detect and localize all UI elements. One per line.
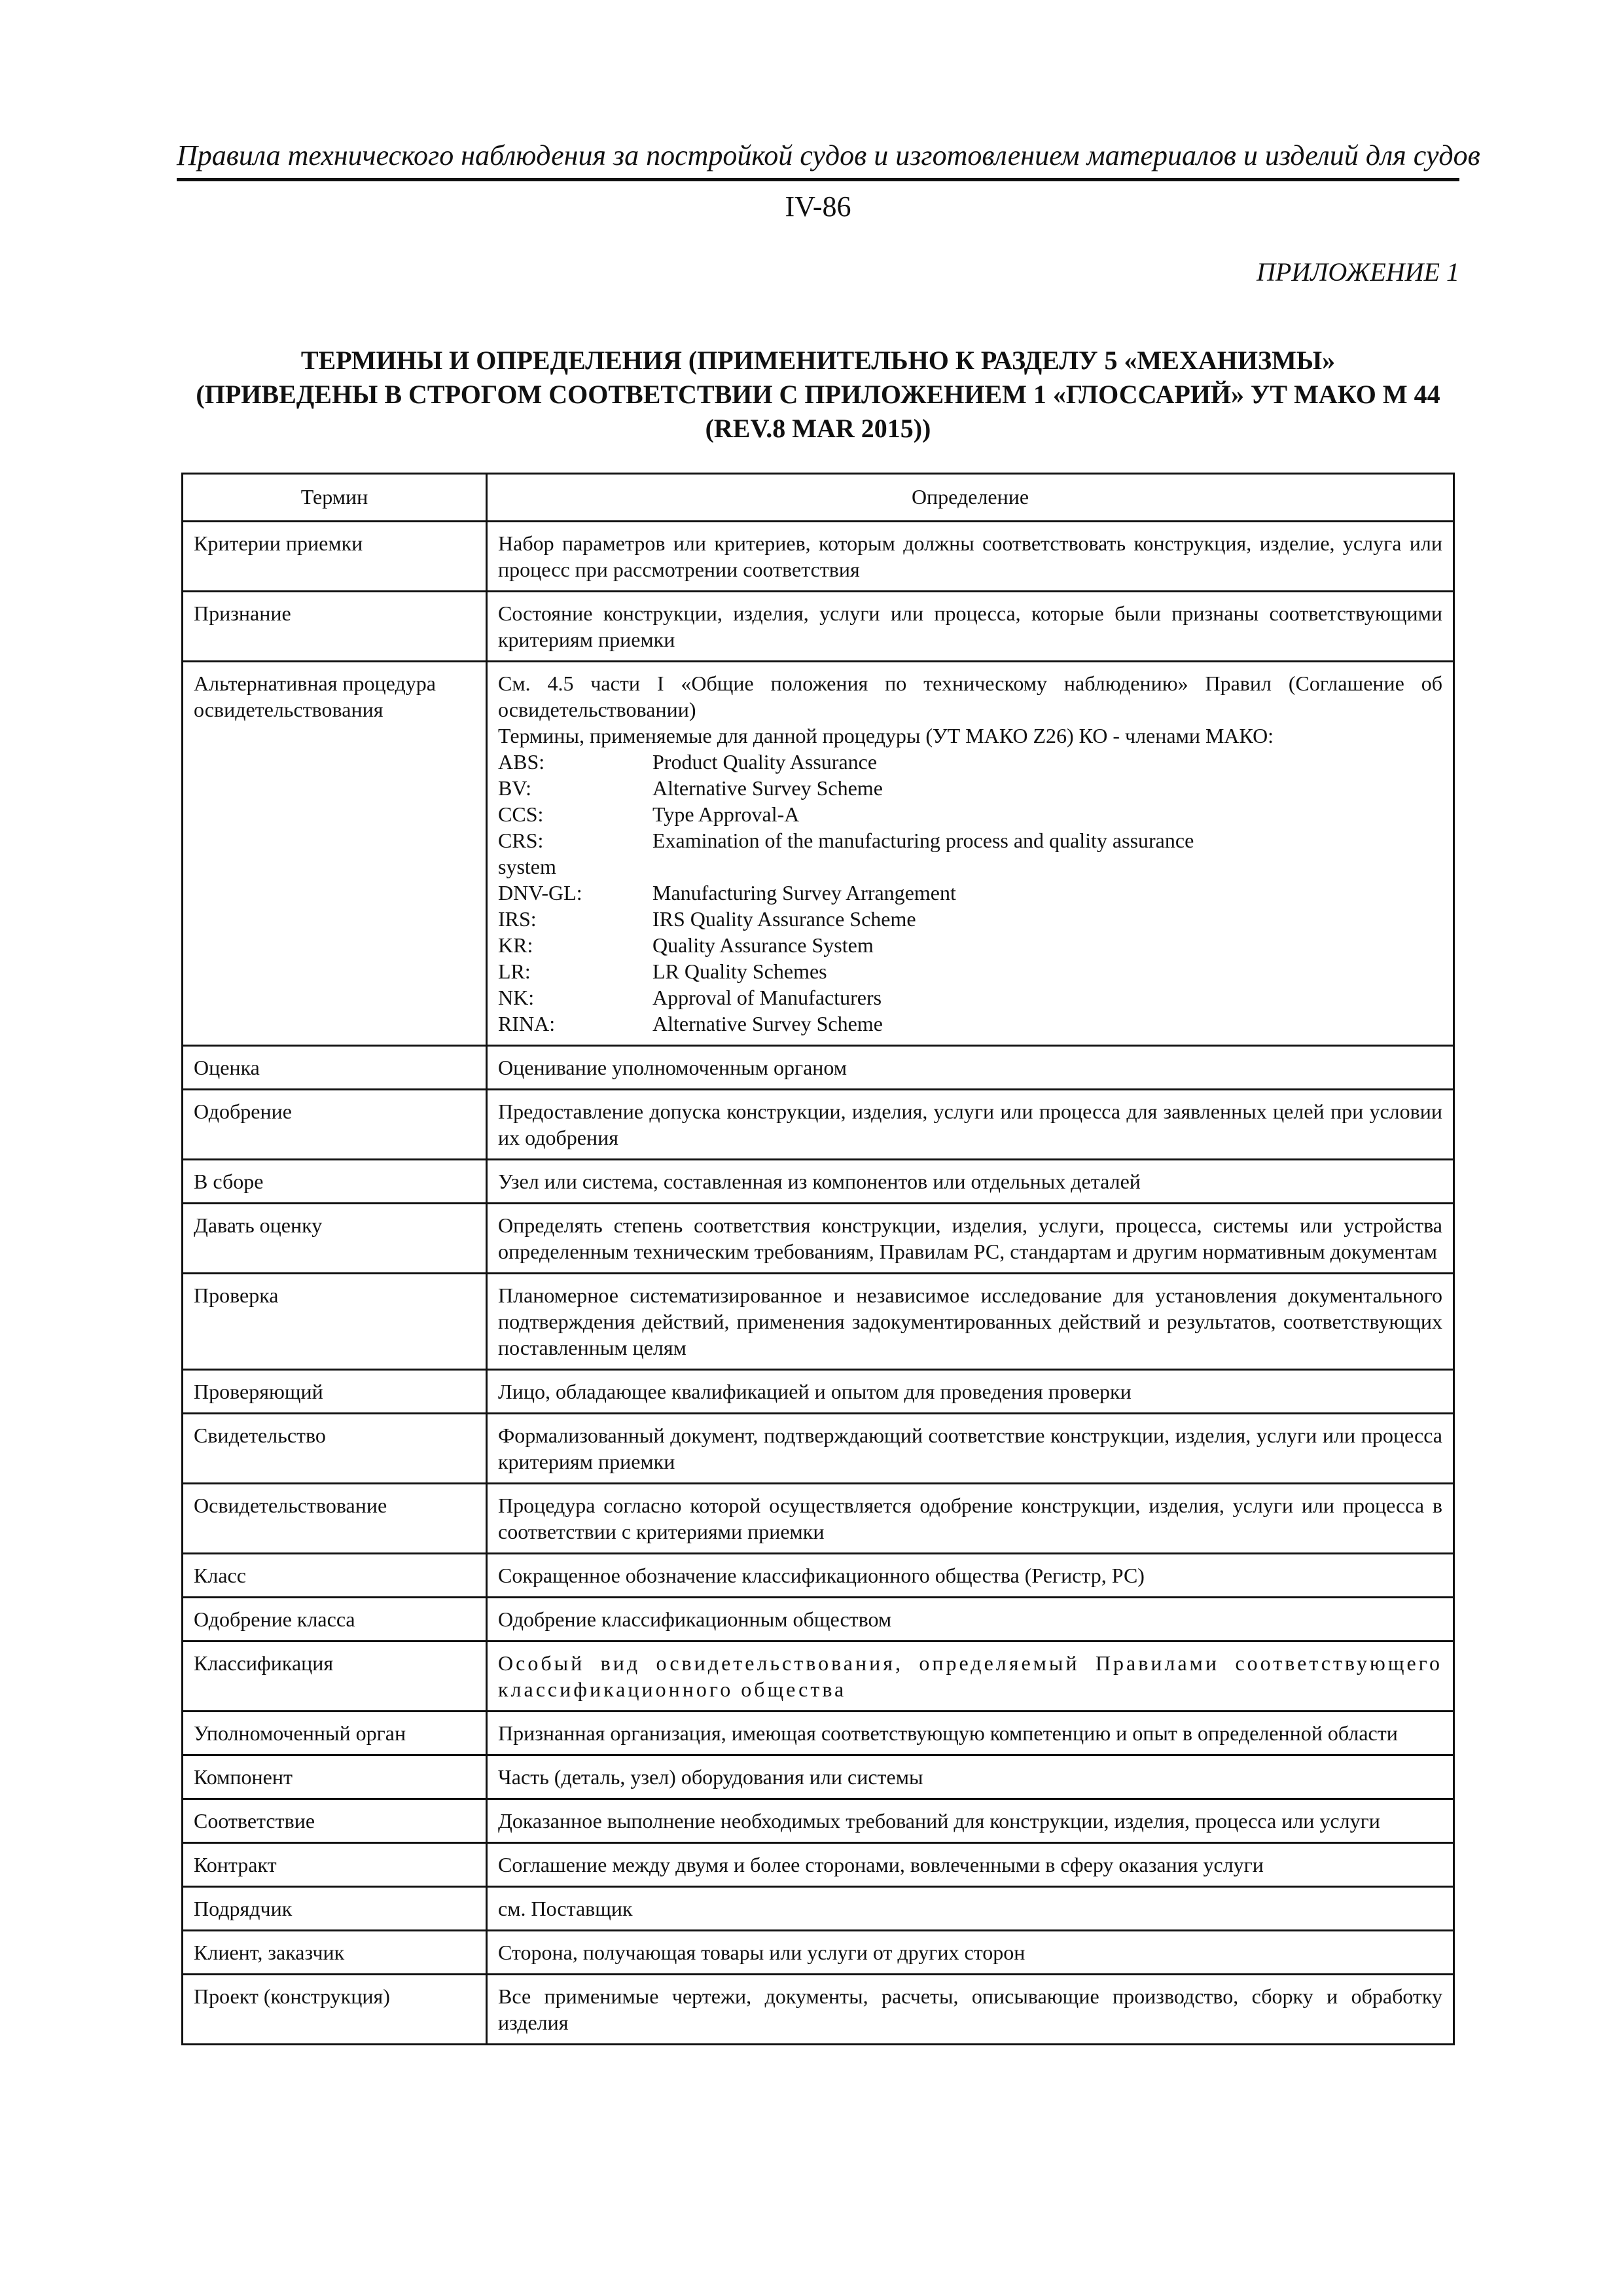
table-row [183, 1274, 1454, 1370]
definition-cell: Особый вид освидетельствования, определяемый Правилами соответствующего классификационного общества [487, 1641, 1454, 1712]
definition-cell: Процедура согласно которой осуществляется одобрение конструкции, изделия, услуги или процесса в соответствии с критериями приемки [487, 1484, 1454, 1554]
appendix-label: ПРИЛОЖЕНИЕ 1 [1257, 257, 1459, 287]
definition-cell: Набор параметров или критериев, которым должны соответствовать конструкция, изделие, услуга или процесс при рассмотрении соответствия [487, 522, 1454, 592]
table-row [183, 592, 1454, 662]
table-header-row [183, 474, 1454, 522]
scheme-item [498, 853, 1442, 880]
alt-terms-line: Термины, применяемые для данной процедуры (УТ МАКО Z26) КО - членами МАКО: [498, 724, 1274, 747]
table-row [183, 1204, 1454, 1274]
scheme-name: Manufacturing Survey Arrangement [652, 881, 956, 905]
table-row [183, 1370, 1454, 1414]
term-cell: Одобрение [183, 1090, 487, 1160]
table-row [183, 1931, 1454, 1975]
term-cell: Освидетельствование [183, 1484, 487, 1554]
table-row [183, 1843, 1454, 1887]
scheme-society: ABS: [498, 750, 545, 774]
table-row [183, 522, 1454, 592]
table-row [183, 1975, 1454, 2045]
term-cell: Оценка [183, 1046, 487, 1090]
scheme-society: NK: [498, 986, 535, 1009]
definition-cell: Планомерное систематизированное и независимое исследование для установления документального подтверждения действий, применения задокументированных действий и результатов, соответствующих поставленным целям [487, 1274, 1454, 1370]
scheme-item [498, 906, 1442, 932]
term-cell: Контракт [183, 1843, 487, 1887]
scheme-name: Alternative Survey Scheme [652, 776, 883, 800]
definition-cell: Предоставление допуска конструкции, изделия, услуги или процесса для заявленных целей при условии их одобрения [487, 1090, 1454, 1160]
term-cell: Подрядчик [183, 1887, 487, 1931]
scheme-society: LR: [498, 960, 531, 983]
scheme-society: KR: [498, 933, 533, 957]
scheme-society: CCS: [498, 802, 544, 826]
definition-cell: Все применимые чертежи, документы, расчеты, описывающие производство, сборку и обработку изделия [487, 1975, 1454, 2045]
definition-cell: Одобрение классификационным обществом [487, 1598, 1454, 1641]
term-cell: Соответствие [183, 1799, 487, 1843]
scheme-society: DNV-GL: [498, 881, 582, 905]
term-cell: Проверка [183, 1274, 487, 1370]
definition-cell: Доказанное выполнение необходимых требований для конструкции, изделия, процесса или услуги [487, 1799, 1454, 1843]
definition-cell: Состояние конструкции, изделия, услуги или процесса, которые были признаны соответствующими критериям приемки [487, 592, 1454, 662]
scheme-society: BV: [498, 776, 531, 800]
table-row [183, 1554, 1454, 1598]
definition-cell: см. Поставщик [487, 1887, 1454, 1931]
term-cell: В сборе [183, 1160, 487, 1204]
scheme-item [498, 749, 1442, 775]
title-line-1: ТЕРМИНЫ И ОПРЕДЕЛЕНИЯ (ПРИМЕНИТЕЛЬНО К РАЗДЕЛУ 5 «МЕХАНИЗМЫ» [300, 346, 1336, 375]
scheme-name: Type Approval-A [652, 802, 800, 826]
definition-cell: Лицо, обладающее квалификацией и опытом для проведения проверки [487, 1370, 1454, 1414]
header-term: Термин [183, 474, 487, 522]
table-row [183, 1160, 1454, 1204]
term-cell: Давать оценку [183, 1204, 487, 1274]
scheme-name: Quality Assurance System [652, 933, 874, 957]
scheme-item [498, 827, 1442, 853]
scheme-name: LR Quality Schemes [652, 960, 827, 983]
scheme-name: IRS Quality Assurance Scheme [652, 907, 916, 931]
title-line-2: (ПРИВЕДЕНЫ В СТРОГОМ СООТВЕТСТВИИ С ПРИЛОЖЕНИЕМ 1 «ГЛОССАРИЙ» УТ МАКО М 44 [196, 380, 1440, 409]
table-row [183, 1484, 1454, 1554]
term-cell: Проверяющий [183, 1370, 487, 1414]
page-number: IV-86 [785, 190, 851, 223]
table-row [183, 1090, 1454, 1160]
running-header: Правила технического наблюдения за постройкой судов и изготовлением материалов и изделий для судов [177, 139, 1480, 171]
document-title [177, 344, 1459, 446]
table-row [183, 1712, 1454, 1755]
definition-cell: Сокращенное обозначение классификационного общества (Регистр, РС) [487, 1554, 1454, 1598]
table-row [183, 1799, 1454, 1843]
definition-cell: Оценивание уполномоченным органом [487, 1046, 1454, 1090]
definition-cell: Признанная организация, имеющая соответствующую компетенцию и опыт в определенной области [487, 1712, 1454, 1755]
table-row [183, 1046, 1454, 1090]
table-row [183, 1887, 1454, 1931]
definition-cell: Сторона, получающая товары или услуги от других сторон [487, 1931, 1454, 1975]
header-rule [177, 178, 1459, 181]
glossary-table [181, 473, 1455, 2045]
definition-cell: Соглашение между двумя и более сторонами, вовлеченными в сферу оказания услуги [487, 1843, 1454, 1887]
term-cell: Альтернативная процедура освидетельствования [183, 662, 487, 1046]
definition-cell: Формализованный документ, подтверждающий соответствие конструкции, изделия, услуги или процесса критериям приемки [487, 1414, 1454, 1484]
definition-cell: Часть (деталь, узел) оборудования или системы [487, 1755, 1454, 1799]
term-cell: Уполномоченный орган [183, 1712, 487, 1755]
scheme-society: RINA: [498, 1012, 556, 1035]
scheme-item [498, 880, 1442, 906]
scheme-item [498, 958, 1442, 984]
definition-cell [487, 662, 1454, 1046]
scheme-item [498, 801, 1442, 827]
scheme-name [652, 853, 1442, 880]
term-cell: Компонент [183, 1755, 487, 1799]
term-cell: Свидетельство [183, 1414, 487, 1484]
term-cell: Классификация [183, 1641, 487, 1712]
term-cell: Класс [183, 1554, 487, 1598]
scheme-name: Examination of the manufacturing process and quality assurance [652, 829, 1194, 852]
scheme-society: system [498, 855, 556, 878]
term-cell: Проект (конструкция) [183, 1975, 487, 2045]
table-row [183, 1414, 1454, 1484]
header-definition: Определение [487, 474, 1454, 522]
scheme-society: IRS: [498, 907, 537, 931]
alt-intro: См. 4.5 части I «Общие положения по техническому наблюдению» Правил (Соглашение об освидетельствовании) [498, 672, 1442, 721]
scheme-society: CRS: [498, 829, 544, 852]
term-cell: Критерии приемки [183, 522, 487, 592]
scheme-list [498, 749, 1442, 1037]
term-cell: Одобрение класса [183, 1598, 487, 1641]
scheme-name: Product Quality Assurance [652, 750, 878, 774]
definition-cell: Определять степень соответствия конструкции, изделия, услуги, процесса, системы или устройства определенным техническим требованиям, Правилам РС, стандартам и другим нормативным документам [487, 1204, 1454, 1274]
scheme-item [498, 932, 1442, 958]
table-row-alternative-procedure [183, 662, 1454, 1046]
scheme-name: Alternative Survey Scheme [652, 1012, 883, 1035]
table-row [183, 1598, 1454, 1641]
table-row [183, 1641, 1454, 1712]
table-row [183, 1755, 1454, 1799]
scheme-item [498, 984, 1442, 1011]
definition-cell: Узел или система, составленная из компонентов или отдельных деталей [487, 1160, 1454, 1204]
scheme-name: Approval of Manufacturers [652, 986, 882, 1009]
term-cell: Признание [183, 592, 487, 662]
title-line-3: (REV.8 MAR 2015)) [705, 414, 931, 443]
scheme-item [498, 775, 1442, 801]
scheme-item [498, 1011, 1442, 1037]
term-cell: Клиент, заказчик [183, 1931, 487, 1975]
